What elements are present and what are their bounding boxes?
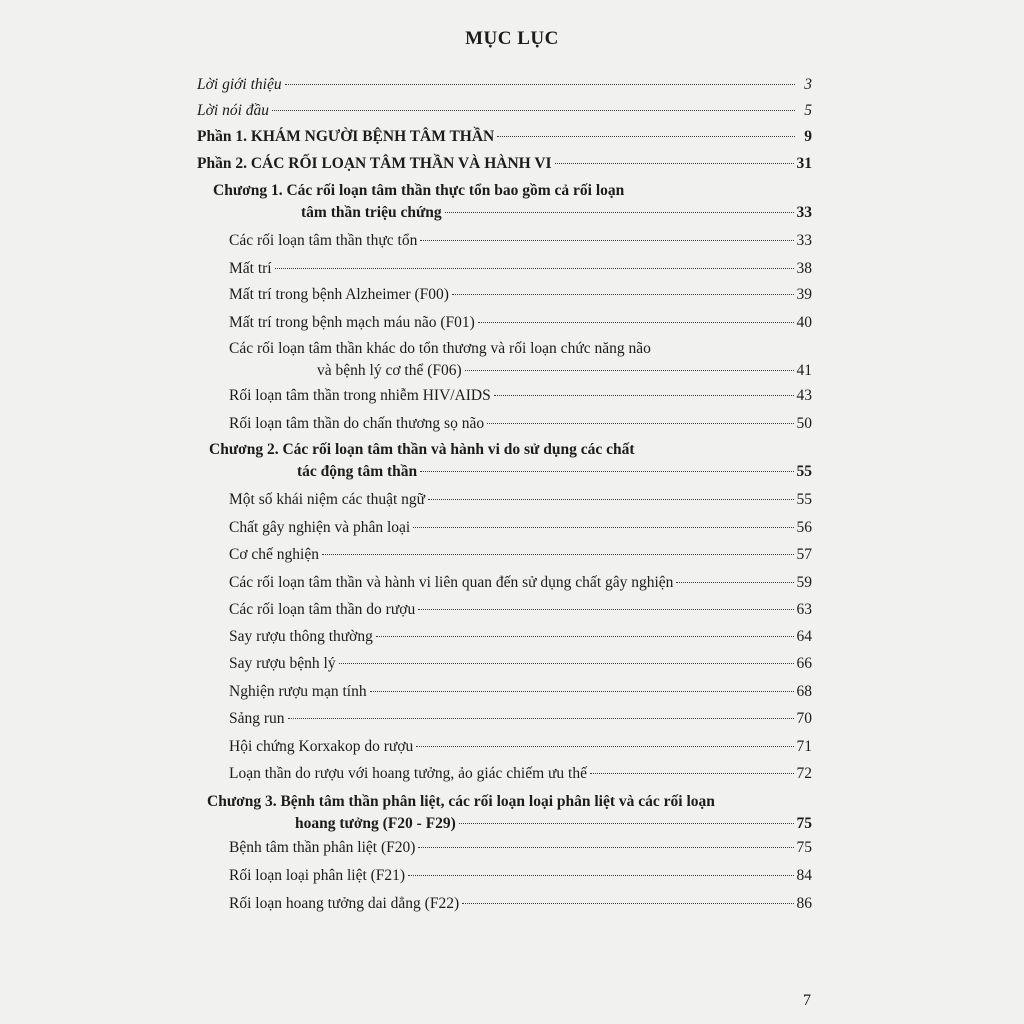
dot-leader <box>462 903 793 904</box>
toc-entry-page-number: 57 <box>796 546 812 563</box>
toc-entry-page-number: 43 <box>796 387 812 404</box>
toc-entry-page-number: 33 <box>796 204 812 221</box>
dot-leader <box>452 294 794 295</box>
toc-entry-title: Phần 1. KHÁM NGƯỜI BỆNH TÂM THẦN <box>197 128 495 145</box>
toc-entry[interactable] <box>229 259 812 279</box>
dot-leader <box>416 746 793 747</box>
toc-entry[interactable] <box>229 518 812 538</box>
dot-leader <box>418 609 793 610</box>
dot-leader <box>459 823 794 824</box>
toc-entry[interactable] <box>297 462 812 482</box>
dot-leader <box>418 847 793 848</box>
toc-entry-page-number: 40 <box>796 314 812 331</box>
toc-entry[interactable] <box>229 627 812 647</box>
toc-entry-page-number: 50 <box>796 415 812 432</box>
toc-entry[interactable] <box>317 361 812 381</box>
toc-entry-title: Phần 2. CÁC RỐI LOẠN TÂM THẦN VÀ HÀNH VI <box>197 155 552 172</box>
toc-entry-title: Các rối loạn tâm thần do rượu <box>229 601 416 618</box>
toc-entry[interactable] <box>229 231 812 251</box>
toc-entry-title: Rối loạn hoang tưởng dai dẳng (F22) <box>229 895 460 912</box>
dot-leader <box>676 582 793 583</box>
toc-entry-title: Các rối loạn tâm thần thực tổn <box>229 232 418 249</box>
toc-entry-page-number: 56 <box>796 519 812 536</box>
toc-entry[interactable] <box>229 737 812 757</box>
dot-leader <box>494 395 794 396</box>
dot-leader <box>497 136 795 137</box>
toc-entry-title: tâm thần triệu chứng <box>301 204 442 221</box>
dot-leader <box>420 471 793 472</box>
toc-entry-title: Các rối loạn tâm thần và hành vi liên quan đến sử dụng chất gây nghiện <box>229 574 674 591</box>
toc-entry-page-number: 84 <box>796 867 812 884</box>
toc-entry-page-number: 75 <box>796 815 812 832</box>
dot-leader <box>285 84 795 85</box>
toc-entry-title: Mất trí trong bệnh Alzheimer (F00) <box>229 286 449 303</box>
dot-leader <box>408 875 793 876</box>
toc-entry-title: Lời giới thiệu <box>197 76 282 93</box>
dot-leader <box>339 663 794 664</box>
toc-entry-page-number: 39 <box>796 286 812 303</box>
toc-entry-first-line: Chương 3. Bệnh tâm thần phân liệt, các rối loạn loại phân liệt và các rối loạn <box>207 793 715 810</box>
toc-entry-title: Nghiện rượu mạn tính <box>229 683 367 700</box>
toc-entry-page-number: 55 <box>796 491 812 508</box>
toc-entry[interactable] <box>229 600 812 620</box>
page-number: 7 <box>803 992 811 1009</box>
toc-entry-title: Rối loạn tâm thần do chấn thương sọ não <box>229 415 485 432</box>
dot-leader <box>445 212 794 213</box>
toc-entry-page-number: 33 <box>796 232 812 249</box>
toc-entry-title: Mất trí trong bệnh mạch máu não (F01) <box>229 314 475 331</box>
dot-leader <box>555 163 794 164</box>
toc-entry[interactable] <box>197 154 812 174</box>
dot-leader <box>275 268 794 269</box>
toc-entry-page-number: 86 <box>796 895 812 912</box>
toc-entry-page-number: 9 <box>804 128 812 145</box>
dot-leader <box>288 718 794 719</box>
toc-entry-page-number: 66 <box>796 655 812 672</box>
toc-entry-title: Một số khái niệm các thuật ngữ <box>229 491 426 508</box>
dot-leader <box>428 499 793 500</box>
toc-entry-page-number: 64 <box>796 628 812 645</box>
toc-entry[interactable] <box>229 838 812 858</box>
toc-entry-page-number: 63 <box>796 601 812 618</box>
toc-entry[interactable] <box>229 682 812 702</box>
toc-entry-page-number: 71 <box>796 738 812 755</box>
toc-entry-title: Lời nói đầu <box>197 102 270 119</box>
toc-entry-page-number: 38 <box>796 260 812 277</box>
toc-entry[interactable] <box>229 490 812 510</box>
toc-entry-page-number: 59 <box>796 574 812 591</box>
dot-leader <box>590 773 794 774</box>
toc-entry[interactable] <box>229 545 812 565</box>
toc-entry-page-number: 75 <box>796 839 812 856</box>
toc-entry-page-number: 55 <box>796 463 812 480</box>
toc-entry[interactable] <box>229 386 812 406</box>
toc-entry-title: và bệnh lý cơ thể (F06) <box>317 362 462 379</box>
dot-leader <box>322 554 794 555</box>
toc-entry-title: Chất gây nghiện và phân loại <box>229 519 411 536</box>
dot-leader <box>478 322 794 323</box>
toc-entry-page-number: 72 <box>796 765 812 782</box>
toc-entry[interactable] <box>229 866 812 886</box>
dot-leader <box>420 240 793 241</box>
toc-entry[interactable] <box>229 764 812 784</box>
toc-entry-title: Rối loạn loại phân liệt (F21) <box>229 867 406 884</box>
toc-entry[interactable] <box>229 654 812 674</box>
toc-entry-title: Sảng run <box>229 710 285 727</box>
dot-leader <box>272 110 795 111</box>
toc-entry-page-number: 5 <box>804 102 812 119</box>
toc-entry-page-number: 41 <box>796 362 812 379</box>
toc-entry[interactable] <box>197 101 812 121</box>
toc-entry[interactable] <box>295 814 812 834</box>
toc-entry-title: tác động tâm thần <box>297 463 418 480</box>
toc-entry[interactable] <box>197 75 812 95</box>
toc-entry-title: Rối loạn tâm thần trong nhiễm HIV/AIDS <box>229 387 491 404</box>
toc-entry[interactable] <box>197 127 812 147</box>
dot-leader <box>370 691 794 692</box>
toc-entry-title: Loạn thần do rượu với hoang tưởng, ảo giác chiếm ưu thế <box>229 765 587 782</box>
dot-leader <box>413 527 793 528</box>
toc-entry[interactable] <box>229 285 812 305</box>
toc-entry-page-number: 70 <box>796 710 812 727</box>
dot-leader <box>487 423 793 424</box>
toc-entry-first-line: Chương 2. Các rối loạn tâm thần và hành vi do sử dụng các chất <box>209 441 635 458</box>
toc-entry[interactable] <box>229 573 812 593</box>
toc-entry[interactable] <box>229 709 812 729</box>
toc-entry[interactable] <box>229 313 812 333</box>
toc-entry-title: hoang tưởng (F20 - F29) <box>295 815 456 832</box>
dot-leader <box>465 370 794 371</box>
toc-entry-title: Hội chứng Korxakop do rượu <box>229 738 414 755</box>
toc-entry-first-line: Chương 1. Các rối loạn tâm thần thực tổn bao gồm cả rối loạn <box>213 182 625 199</box>
toc-entry-title: Say rượu thông thường <box>229 628 373 645</box>
toc-entry-page-number: 68 <box>796 683 812 700</box>
toc-entry-first-line: Các rối loạn tâm thần khác do tổn thương và rối loạn chức năng não <box>229 340 651 357</box>
toc-entry[interactable] <box>229 894 812 914</box>
toc-entry[interactable] <box>301 203 812 223</box>
page-title: MỤC LỤC <box>465 28 559 49</box>
toc-entry-title: Cơ chế nghiện <box>229 546 319 563</box>
toc-entry[interactable] <box>229 414 812 434</box>
toc-entry-page-number: 3 <box>804 76 812 93</box>
toc-entry-title: Say rượu bệnh lý <box>229 655 336 672</box>
toc-entry-title: Bệnh tâm thần phân liệt (F20) <box>229 839 416 856</box>
toc-entry-page-number: 31 <box>796 155 812 172</box>
dot-leader <box>376 636 794 637</box>
toc-entry-title: Mất trí <box>229 260 272 277</box>
